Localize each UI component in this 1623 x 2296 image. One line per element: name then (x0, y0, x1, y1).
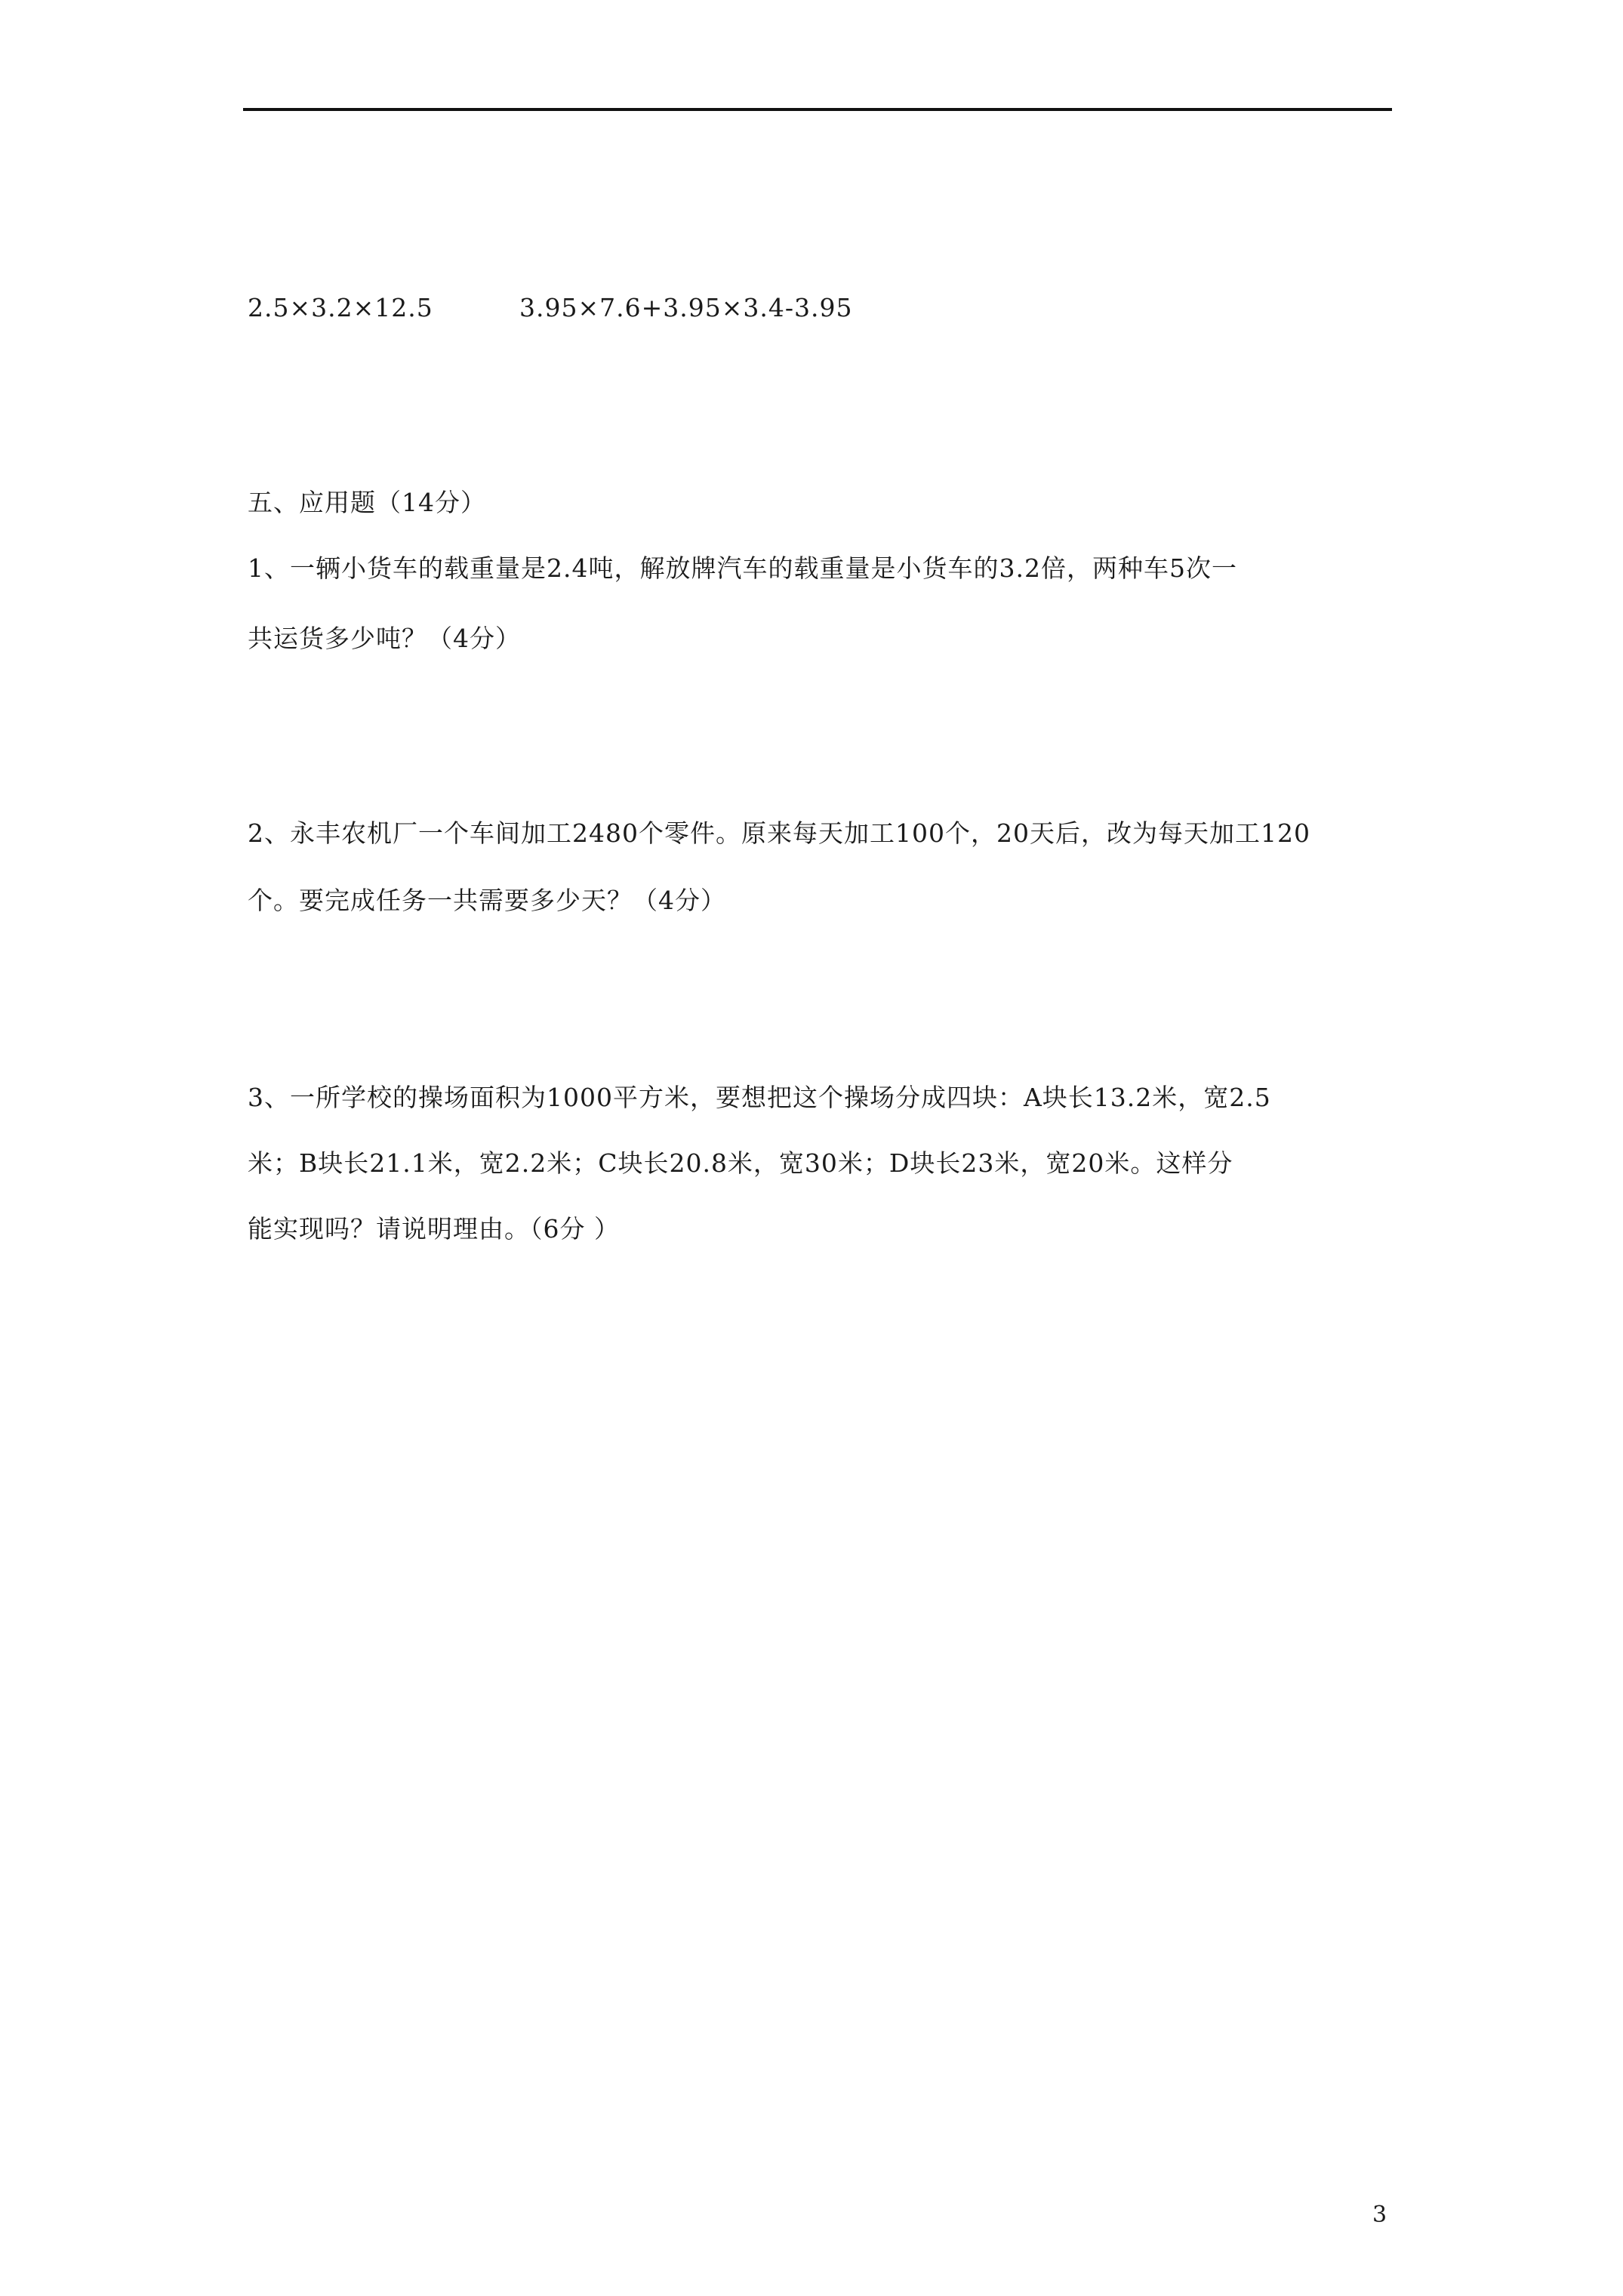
computation-expression-2: 3.95×7.6+3.95×3.4-3.95 (519, 293, 853, 322)
section-title: 五、应用题（14分） (248, 488, 486, 517)
question-3-line-1: 3、一所学校的操场面积为1000平方米，要想把这个操场分成四块：A块长13.2米，宽2.5 (248, 1083, 1271, 1112)
question-1-line-1: 1、一辆小货车的载重量是2.4吨，解放牌汽车的载重量是小货车的3.2倍，两种车5次一 (248, 553, 1237, 583)
page-number: 3 (1372, 2202, 1387, 2228)
question-3-line-2: 米；B块长21.1米，宽2.2米；C块长20.8米，宽30米；D块长23米，宽20米。这样分 (248, 1148, 1233, 1178)
question-3-line-3: 能实现吗？请说明理由。（6分 ） (248, 1214, 620, 1244)
header-rule (243, 108, 1392, 111)
question-1-line-2: 共运货多少吨？（4分） (248, 624, 521, 653)
computation-expression-1: 2.5×3.2×12.5 (248, 293, 433, 322)
question-2-line-2: 个。要完成任务一共需要多少天？（4分） (248, 886, 726, 915)
question-2-line-1: 2、永丰农机厂一个车间加工2480个零件。原来每天加工100个，20天后，改为每天加工120 (248, 818, 1310, 848)
